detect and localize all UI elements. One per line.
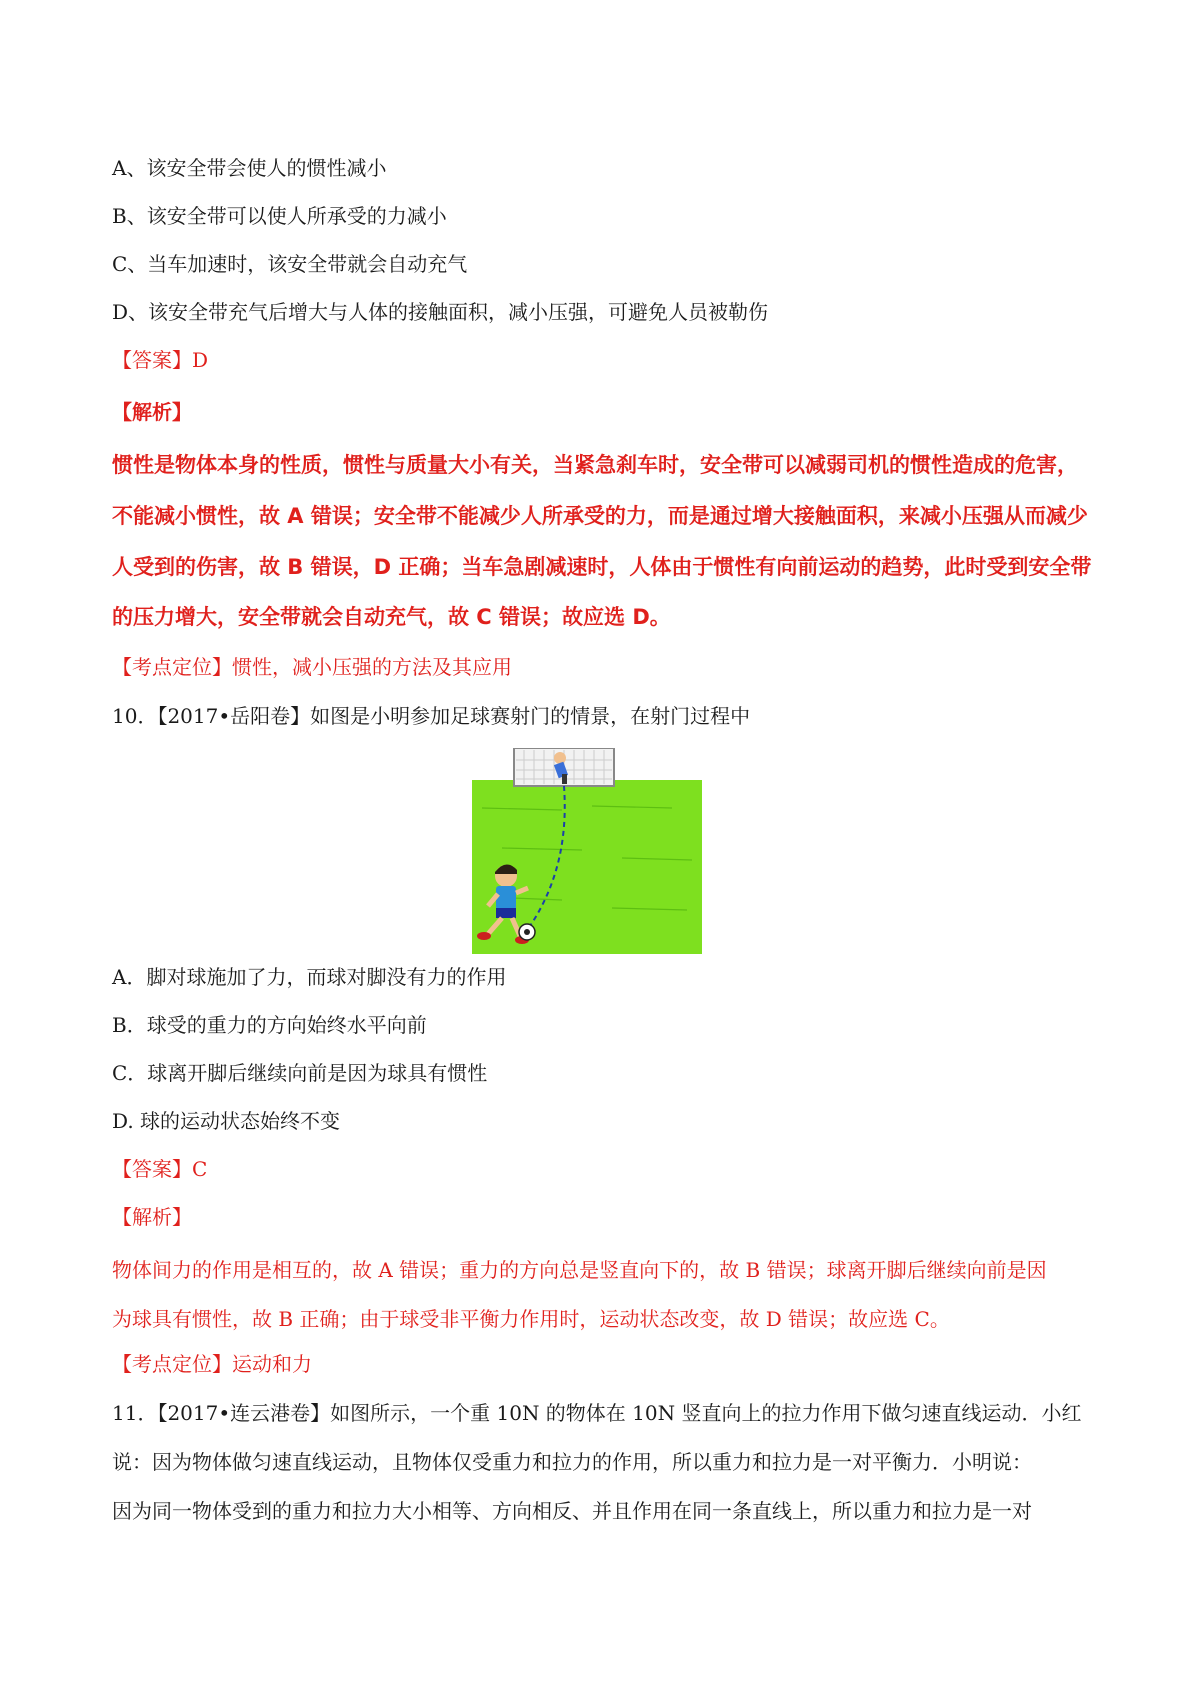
q9-kaodian <box>112 655 512 679</box>
q9-answer <box>112 348 208 372</box>
q9-kaodian-label: 【考点定位】 <box>112 655 232 679</box>
q10-option-d: D. 球的运动状态始终不变 <box>112 1109 341 1133</box>
q11-stem-line-3: 因为同一物体受到的重力和拉力大小相等、方向相反、并且作用在同一条直线上，所以重力和拉力是一对 <box>112 1499 1032 1523</box>
soccer-ball <box>519 924 535 940</box>
q10-answer-value: C <box>192 1157 208 1181</box>
q10-analysis-line-2: 为球具有惯性，故 B 正确；由于球受非平衡力作用时，运动状态改变，故 D 错误；故应选 C。 <box>112 1307 950 1331</box>
q9-option-d: D、该安全带充气后增大与人体的接触面积，减小压强，可避免人员被勒伤 <box>112 300 769 324</box>
q10-option-a: A．脚对球施加了力，而球对脚没有力的作用 <box>112 965 507 989</box>
q10-answer-label: 【答案】 <box>112 1157 192 1181</box>
q9-analysis-line-3: 人受到的伤害，故 B 错误，D 正确；当车急剧减速时，人体由于惯性有向前运动的趋势，此时受到安全带 <box>112 555 1092 579</box>
q9-option-b: B、该安全带可以使人所承受的力减小 <box>112 204 447 228</box>
q9-kaodian-value: 惯性，减小压强的方法及其应用 <box>232 655 512 679</box>
q11-stem-line-2: 说：因为物体做匀速直线运动，且物体仅受重力和拉力的作用，所以重力和拉力是一对平衡力．小明说： <box>112 1450 1032 1474</box>
q10-analysis-label: 【解析】 <box>112 1205 192 1229</box>
q10-kaodian-value: 运动和力 <box>232 1352 312 1376</box>
q10-answer <box>112 1157 207 1181</box>
q9-option-c: C、当车加速时，该安全带就会自动充气 <box>112 252 468 276</box>
q10-analysis-line-1: 物体间力的作用是相互的，故 A 错误；重力的方向总是竖直向下的，故 B 错误；球离开脚后继续向前是因 <box>112 1258 1047 1282</box>
q9-analysis-line-1: 惯性是物体本身的性质，惯性与质量大小有关，当紧急刹车时，安全带可以减弱司机的惯性造成的危害， <box>112 453 1078 477</box>
q11-stem-line-1: 11．【2017•连云港卷】如图所示，一个重 10N 的物体在 10N 竖直向上的拉力作用下做匀速直线运动．小红 <box>112 1401 1082 1425</box>
q10-option-c: C．球离开脚后继续向前是因为球具有惯性 <box>112 1061 488 1085</box>
q9-option-a: A、该安全带会使人的惯性减小 <box>112 156 387 180</box>
q9-analysis-label: 【解析】 <box>112 400 192 424</box>
q9-analysis-line-2: 不能减小惯性，故 A 错误；安全带不能减少人所承受的力，而是通过增大接触面积，来减小压强从而减少 <box>112 504 1088 528</box>
q10-option-b: B．球受的重力的方向始终水平向前 <box>112 1013 427 1037</box>
q10-stem: 10．【2017•岳阳卷】如图是小明参加足球赛射门的情景，在射门过程中 <box>112 704 751 728</box>
q9-answer-value: D <box>192 348 209 372</box>
q9-analysis-line-4: 的压力增大，安全带就会自动充气，故 C 错误；故应选 D。 <box>112 605 671 629</box>
q10-kaodian <box>112 1352 312 1376</box>
q9-answer-label: 【答案】 <box>112 348 192 372</box>
soccer-shot-figure <box>472 748 702 954</box>
q10-kaodian-label: 【考点定位】 <box>112 1352 232 1376</box>
